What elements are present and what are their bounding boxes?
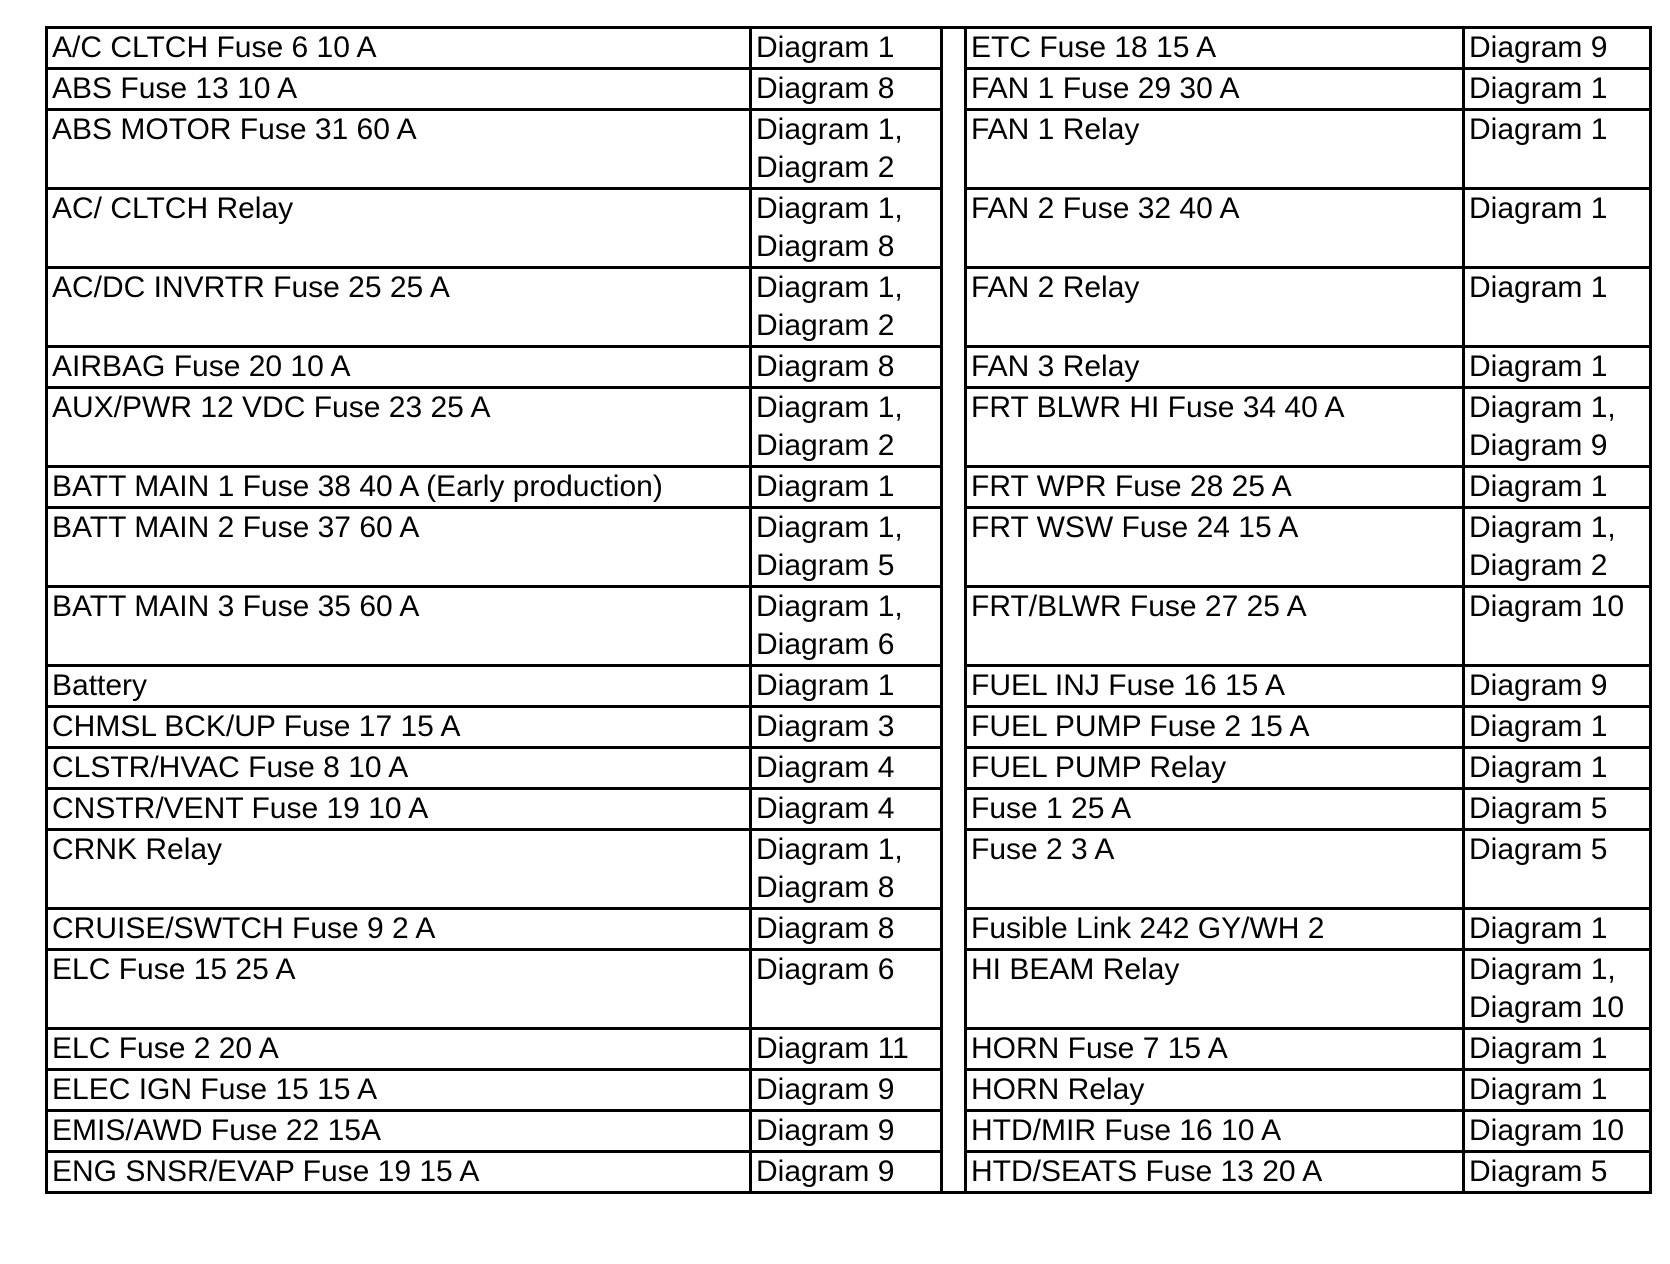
component-cell: CRUISE/SWTCH Fuse 9 2 A	[47, 909, 751, 950]
table-row	[966, 388, 1651, 467]
table-row	[966, 909, 1651, 950]
component-cell: Fuse 1 25 A	[966, 789, 1464, 830]
table-row	[47, 69, 942, 110]
component-cell: BATT MAIN 1 Fuse 38 40 A (Early production)	[47, 467, 751, 508]
table-row	[966, 347, 1651, 388]
diagram-cell: Diagram 10	[1464, 1111, 1651, 1152]
diagram-cell: Diagram 1	[1464, 110, 1651, 189]
left-component-table	[45, 26, 943, 1194]
table-row	[966, 950, 1651, 1029]
table-row	[47, 1111, 942, 1152]
diagram-cell: Diagram 1, Diagram 8	[751, 189, 942, 268]
table-row	[47, 707, 942, 748]
diagram-cell: Diagram 1, Diagram 9	[1464, 388, 1651, 467]
component-cell: BATT MAIN 2 Fuse 37 60 A	[47, 508, 751, 587]
table-row	[47, 587, 942, 666]
table-row	[47, 268, 942, 347]
table-row	[47, 1029, 942, 1070]
table-row	[47, 830, 942, 909]
component-cell: FRT WPR Fuse 28 25 A	[966, 467, 1464, 508]
component-cell: HTD/SEATS Fuse 13 20 A	[966, 1152, 1464, 1193]
diagram-cell: Diagram 1	[1464, 748, 1651, 789]
column-gap-divider	[943, 26, 964, 1194]
table-row	[47, 467, 942, 508]
component-cell: CLSTR/HVAC Fuse 8 10 A	[47, 748, 751, 789]
component-cell: FAN 2 Relay	[966, 268, 1464, 347]
component-cell: ENG SNSR/EVAP Fuse 19 15 A	[47, 1152, 751, 1193]
table-row	[47, 347, 942, 388]
component-cell: FRT/BLWR Fuse 27 25 A	[966, 587, 1464, 666]
table-row	[47, 950, 942, 1029]
left-table-body	[47, 28, 942, 1193]
component-cell: FAN 1 Fuse 29 30 A	[966, 69, 1464, 110]
component-cell: FUEL PUMP Fuse 2 15 A	[966, 707, 1464, 748]
table-row	[966, 508, 1651, 587]
component-cell: AUX/PWR 12 VDC Fuse 23 25 A	[47, 388, 751, 467]
table-row	[966, 1070, 1651, 1111]
table-row	[966, 467, 1651, 508]
table-row	[966, 189, 1651, 268]
component-cell: CNSTR/VENT Fuse 19 10 A	[47, 789, 751, 830]
diagram-cell: Diagram 1	[751, 467, 942, 508]
component-cell: CRNK Relay	[47, 830, 751, 909]
diagram-cell: Diagram 10	[1464, 587, 1651, 666]
component-cell: AC/ CLTCH Relay	[47, 189, 751, 268]
diagram-cell: Diagram 1	[1464, 909, 1651, 950]
table-row	[47, 110, 942, 189]
diagram-cell: Diagram 1, Diagram 10	[1464, 950, 1651, 1029]
table-row	[47, 789, 942, 830]
diagram-cell: Diagram 6	[751, 950, 942, 1029]
component-cell: FAN 1 Relay	[966, 110, 1464, 189]
table-row	[966, 268, 1651, 347]
diagram-cell: Diagram 1, Diagram 6	[751, 587, 942, 666]
table-row	[47, 909, 942, 950]
diagram-cell: Diagram 1	[751, 666, 942, 707]
table-row	[47, 508, 942, 587]
diagram-cell: Diagram 1	[1464, 189, 1651, 268]
diagram-cell: Diagram 8	[751, 909, 942, 950]
right-component-table	[964, 26, 1652, 1194]
table-row	[966, 110, 1651, 189]
diagram-cell: Diagram 9	[1464, 28, 1651, 69]
component-cell: FUEL INJ Fuse 16 15 A	[966, 666, 1464, 707]
component-cell: FAN 2 Fuse 32 40 A	[966, 189, 1464, 268]
diagram-cell: Diagram 11	[751, 1029, 942, 1070]
table-row	[966, 830, 1651, 909]
component-index-tables	[45, 26, 1652, 1194]
component-cell: BATT MAIN 3 Fuse 35 60 A	[47, 587, 751, 666]
component-cell: ABS MOTOR Fuse 31 60 A	[47, 110, 751, 189]
diagram-cell: Diagram 1, Diagram 2	[751, 110, 942, 189]
diagram-cell: Diagram 1	[751, 28, 942, 69]
diagram-cell: Diagram 8	[751, 69, 942, 110]
component-cell: CHMSL BCK/UP Fuse 17 15 A	[47, 707, 751, 748]
table-row	[966, 1029, 1651, 1070]
table-row	[966, 1111, 1651, 1152]
table-row	[47, 1070, 942, 1111]
diagram-cell: Diagram 5	[1464, 1152, 1651, 1193]
diagram-cell: Diagram 1, Diagram 5	[751, 508, 942, 587]
component-cell: ELEC IGN Fuse 15 15 A	[47, 1070, 751, 1111]
table-row	[47, 388, 942, 467]
component-cell: ETC Fuse 18 15 A	[966, 28, 1464, 69]
table-row	[966, 1152, 1651, 1193]
component-cell: HTD/MIR Fuse 16 10 A	[966, 1111, 1464, 1152]
table-row	[47, 28, 942, 69]
diagram-cell: Diagram 1	[1464, 268, 1651, 347]
component-cell: Battery	[47, 666, 751, 707]
diagram-cell: Diagram 1	[1464, 1070, 1651, 1111]
component-cell: AIRBAG Fuse 20 10 A	[47, 347, 751, 388]
component-cell: FAN 3 Relay	[966, 347, 1464, 388]
component-cell: ELC Fuse 15 25 A	[47, 950, 751, 1029]
diagram-cell: Diagram 1, Diagram 2	[751, 268, 942, 347]
diagram-cell: Diagram 1	[1464, 1029, 1651, 1070]
component-cell: HORN Relay	[966, 1070, 1464, 1111]
component-cell: EMIS/AWD Fuse 22 15A	[47, 1111, 751, 1152]
diagram-cell: Diagram 9	[1464, 666, 1651, 707]
component-cell: HORN Fuse 7 15 A	[966, 1029, 1464, 1070]
table-row	[966, 587, 1651, 666]
diagram-cell: Diagram 5	[1464, 789, 1651, 830]
diagram-cell: Diagram 1	[1464, 69, 1651, 110]
diagram-cell: Diagram 1, Diagram 8	[751, 830, 942, 909]
table-row	[966, 69, 1651, 110]
component-cell: HI BEAM Relay	[966, 950, 1464, 1029]
diagram-cell: Diagram 1, Diagram 2	[751, 388, 942, 467]
component-cell: ELC Fuse 2 20 A	[47, 1029, 751, 1070]
diagram-cell: Diagram 1	[1464, 467, 1651, 508]
component-cell: AC/DC INVRTR Fuse 25 25 A	[47, 268, 751, 347]
right-table-body	[966, 28, 1651, 1193]
table-row	[966, 28, 1651, 69]
diagram-cell: Diagram 3	[751, 707, 942, 748]
diagram-cell: Diagram 1	[1464, 707, 1651, 748]
table-row	[966, 707, 1651, 748]
diagram-cell: Diagram 5	[1464, 830, 1651, 909]
component-cell: Fusible Link 242 GY/WH 2	[966, 909, 1464, 950]
diagram-cell: Diagram 9	[751, 1152, 942, 1193]
component-cell: FRT BLWR HI Fuse 34 40 A	[966, 388, 1464, 467]
table-row	[47, 189, 942, 268]
diagram-cell: Diagram 9	[751, 1070, 942, 1111]
diagram-cell: Diagram 1, Diagram 2	[1464, 508, 1651, 587]
table-row	[966, 666, 1651, 707]
diagram-cell: Diagram 4	[751, 789, 942, 830]
diagram-cell: Diagram 8	[751, 347, 942, 388]
component-cell: FUEL PUMP Relay	[966, 748, 1464, 789]
table-row	[966, 789, 1651, 830]
component-cell: Fuse 2 3 A	[966, 830, 1464, 909]
table-row	[966, 748, 1651, 789]
diagram-cell: Diagram 9	[751, 1111, 942, 1152]
component-cell: A/C CLTCH Fuse 6 10 A	[47, 28, 751, 69]
component-cell: ABS Fuse 13 10 A	[47, 69, 751, 110]
diagram-cell: Diagram 4	[751, 748, 942, 789]
diagram-cell: Diagram 1	[1464, 347, 1651, 388]
component-cell: FRT WSW Fuse 24 15 A	[966, 508, 1464, 587]
table-row	[47, 1152, 942, 1193]
table-row	[47, 748, 942, 789]
table-row	[47, 666, 942, 707]
